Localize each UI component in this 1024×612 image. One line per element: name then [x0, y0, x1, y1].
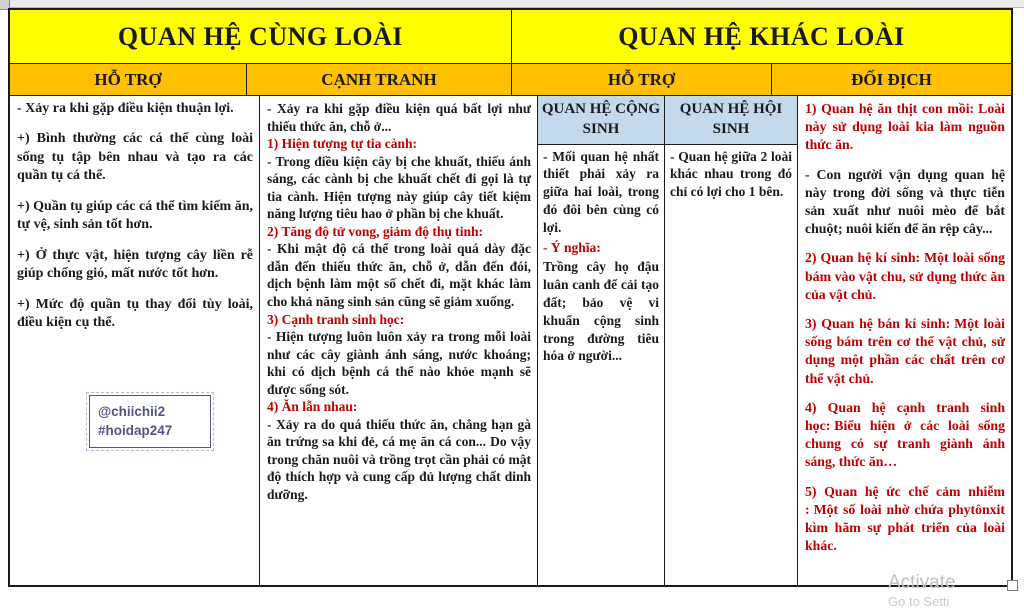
- activation-line2: Go to Setti: [888, 594, 950, 610]
- item-text: Một số loài nhờ chứa phytônxit kìm hãm sự phát triển của loài khác.: [805, 501, 1005, 554]
- column-header-canh-tranh: [247, 64, 512, 95]
- item-text: - Con người vận dụng quan hệ này trong đời sống và thực tiễn sản xuất như nuôi mèo để bắt chuột; nuôi kiến để ăn rệp cây...: [805, 166, 1005, 237]
- list-item: [805, 249, 1005, 304]
- subcolumn-hoi-sinh: [665, 96, 797, 585]
- column-header-row: [10, 63, 1011, 96]
- section-heading: 3) Cạnh tranh sinh học:: [267, 311, 405, 327]
- list-item: [805, 483, 1005, 556]
- list-item: [805, 315, 1005, 388]
- subbody-cong-sinh: [538, 145, 664, 371]
- column-header-label: ĐỐI ĐỊCH: [851, 69, 932, 89]
- list-item: [805, 399, 1005, 472]
- item-lead: 3) Quan hệ bán kí sinh:: [805, 316, 951, 332]
- subbody-hoi-sinh: [665, 145, 797, 206]
- column-header-ho-tro-cung: [10, 64, 247, 95]
- paragraph: - Xảy ra khi gặp điều kiện thuận lợi.: [17, 101, 234, 116]
- item-lead: 1) Quan hệ ăn thịt con mồi:: [805, 101, 975, 116]
- section-heading: 2) Tăng độ tử vong, giảm độ thụ tinh:: [267, 223, 484, 239]
- paragraph: - Khi mật độ cá thể trong loài quá dày đặc dẫn đến thiếu thức ăn, chỗ ở, dẫn đến đói, dịch bệnh làm một số chết đi, mặt khác làm cho khả năng sinh sản cũng sẽ giảm xuống.: [267, 241, 531, 310]
- window-top-strip: [0, 0, 1024, 8]
- column-doi-dich: [798, 96, 1011, 585]
- item-lead: 5) Quan hệ ức chế cảm nhiễm :: [805, 483, 1005, 517]
- item-text: Loài này sử dụng loài kia làm nguồn thức ăn.: [805, 101, 1005, 153]
- column-header-label: CẠNH TRANH: [321, 69, 437, 89]
- paragraph: +) Quần tụ giúp các cá thể tìm kiếm ăn, tự vệ, sinh sản tốt hơn.: [17, 198, 253, 233]
- group-header-cung-loai: [10, 10, 512, 63]
- windows-activation-watermark: [888, 572, 1024, 610]
- section-heading: - Ý nghĩa:: [543, 239, 601, 255]
- section-heading: 4) Ăn lẫn nhau:: [267, 399, 358, 415]
- item-text: Một loài sống bám trên cơ thể vật chủ, sử dụng một phần các chất trên cơ thể vật chủ.: [805, 316, 1005, 386]
- group-header-row: [10, 10, 1011, 63]
- relationships-table: [8, 8, 1013, 587]
- paragraph: - Hiện tượng luôn luôn xảy ra trong mỗi loài như các cây giành ánh sáng, nước khoáng; khi có dịch bệnh cá thể nào khỏe mạnh sẽ được sống sót.: [267, 329, 531, 397]
- paragraph: Trồng cây họ đậu luân canh để cải tạo đất; bảo vệ vi khuẩn cộng sinh trong đường tiêu hóa ở người...: [543, 259, 659, 364]
- item-text: Một loài sống bám vào vật chu, sử dụng thức ăn của vật chủ.: [805, 250, 1005, 302]
- column-header-ho-tro-khac: [512, 64, 772, 95]
- paragraph: +) Ở thực vật, hiện tượng cây liền rễ giúp chống gió, mất nước tốt hơn.: [17, 247, 253, 282]
- paragraph: - Mối quan hệ nhất thiết phải xảy ra giữa hai loài, trong đó đôi bên cùng có lợi.: [543, 148, 659, 235]
- column-ho-tro-khac-loai: [538, 96, 798, 585]
- subheader-hoi-sinh: QUAN HỆ HỘI SINH: [665, 96, 797, 145]
- item-text: Biểu hiện ở các loài sống chung có sự tranh giành ánh sáng, thức ăn…: [805, 418, 1005, 470]
- item-lead: 2) Quan hệ kí sinh:: [805, 250, 921, 266]
- group-header-khac-loai: [512, 10, 1011, 63]
- activation-line1: Activate: [888, 571, 956, 593]
- table-body: [10, 96, 1011, 585]
- group-header-khac-loai-label: QUAN HỆ KHÁC LOÀI: [618, 21, 905, 51]
- paragraph: - Xảy ra khi gặp điều kiện quá bất lợi như thiếu thức ăn, chỗ ở...: [267, 101, 531, 134]
- paragraph: - Trong điều kiện cây bị che khuất, thiếu ánh sáng, các cành bị che khuất chết đi gọi là tự tia cành. Hiện tượng này giúp cây tiết kiệm năng lượng tiêu hao ở phần bị che khuất.: [267, 153, 531, 222]
- column-header-label: HỖ TRỢ: [94, 69, 162, 89]
- section-heading: 1) Hiện tượng tự tia cành:: [267, 136, 418, 152]
- author-watermark-handle: @chiichii2: [98, 403, 166, 419]
- column-header-label: HỖ TRỢ: [607, 69, 676, 89]
- subheader-cong-sinh: QUAN HỆ CỘNG SINH: [538, 96, 664, 145]
- column-ho-tro-cung-loai: [10, 96, 260, 585]
- paragraph: +) Bình thường các cá thể cùng loài sống tụ tập bên nhau và tạo ra các quần tụ cá thể.: [17, 131, 253, 184]
- paragraph: +) Mức độ quần tụ thay đổi tùy loài, điều kiện cụ thể.: [17, 296, 253, 331]
- column-header-doi-dich: [772, 64, 1011, 95]
- author-watermark: [89, 395, 211, 448]
- subcolumn-cong-sinh: [538, 96, 665, 585]
- paragraph: - Quan hệ giữa 2 loài khác nhau trong đó chỉ có lợi cho 1 bên.: [670, 148, 792, 200]
- list-item: [805, 166, 1005, 239]
- author-watermark-hashtag: #hoidap247: [98, 423, 173, 439]
- column-canh-tranh: [260, 96, 538, 585]
- item-lead: 4) Quan hệ cạnh tranh sinh học:: [805, 399, 1005, 434]
- paragraph: - Xảy ra do quá thiếu thức ăn, chẳng hạn gà ăn trứng sa khi đẻ, cá mẹ ăn cá con... Do vậy trong chăn nuôi và trồng trọt cần phải có mật độ thích hợp và cung cấp đủ lượng chất dinh dưỡng.: [267, 416, 531, 503]
- list-item: [805, 100, 1005, 155]
- group-header-cung-loai-label: QUAN HỆ CÙNG LOÀI: [117, 21, 404, 51]
